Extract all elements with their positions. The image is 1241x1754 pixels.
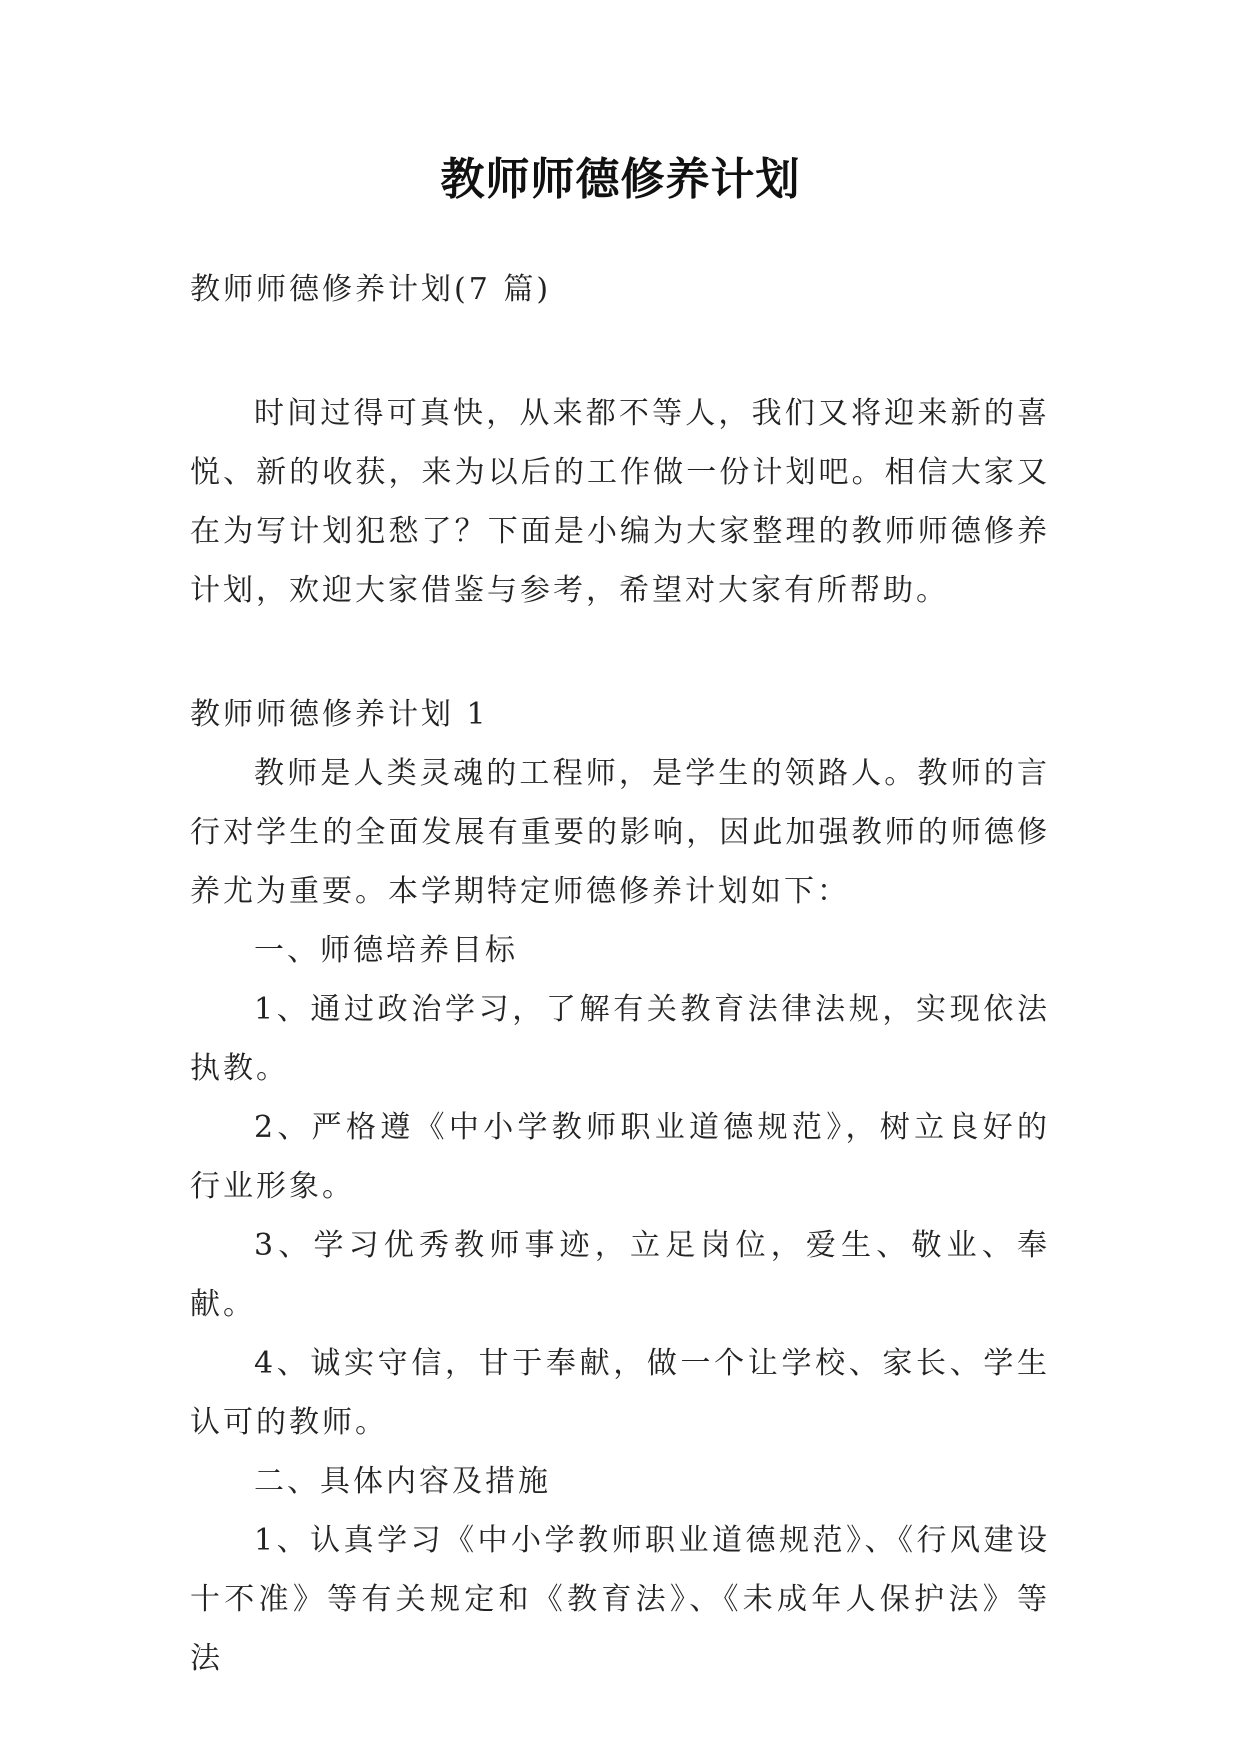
part2-item: 1、认真学习《中小学教师职业道德规范》、《行风建设十不准》等有关规定和《教育法》、《未成年人保护法》等法	[190, 1523, 1050, 1676]
intro-paragraph: 时间过得可真快，从来都不等人，我们又将迎来新的喜悦、新的收获，来为以后的工作做一份计划吧。相信大家又在为写计划犯愁了？下面是小编为大家整理的教师师德修养计划，欢迎大家借鉴与参考，希望对大家有所帮助。	[190, 396, 1050, 608]
part1-item: 1、通过政治学习，了解有关教育法律法规，实现依法执教。	[190, 992, 1050, 1086]
section-heading: 教师师德修养计划 1	[190, 697, 489, 732]
part1-heading: 一、师德培养目标	[254, 933, 518, 968]
part1-item: 2、严格遵《中小学教师职业道德规范》，树立良好的行业形象。	[190, 1110, 1050, 1204]
document-body	[190, 260, 1050, 1688]
part1-item: 4、诚实守信，甘于奉献，做一个让学校、家长、学生认可的教师。	[190, 1346, 1050, 1440]
section-intro-paragraph: 教师是人类灵魂的工程师，是学生的领路人。教师的言行对学生的全面发展有重要的影响，因此加强教师的师德修养尤为重要。本学期特定师德修养计划如下：	[190, 756, 1050, 909]
document-title: 教师师德修养计划	[440, 154, 801, 205]
document-subtitle: 教师师德修养计划(7 篇)	[190, 272, 552, 307]
part1-item: 3、学习优秀教师事迹，立足岗位，爱生、敬业、奉献。	[190, 1228, 1050, 1322]
part2-heading: 二、具体内容及措施	[254, 1464, 551, 1499]
